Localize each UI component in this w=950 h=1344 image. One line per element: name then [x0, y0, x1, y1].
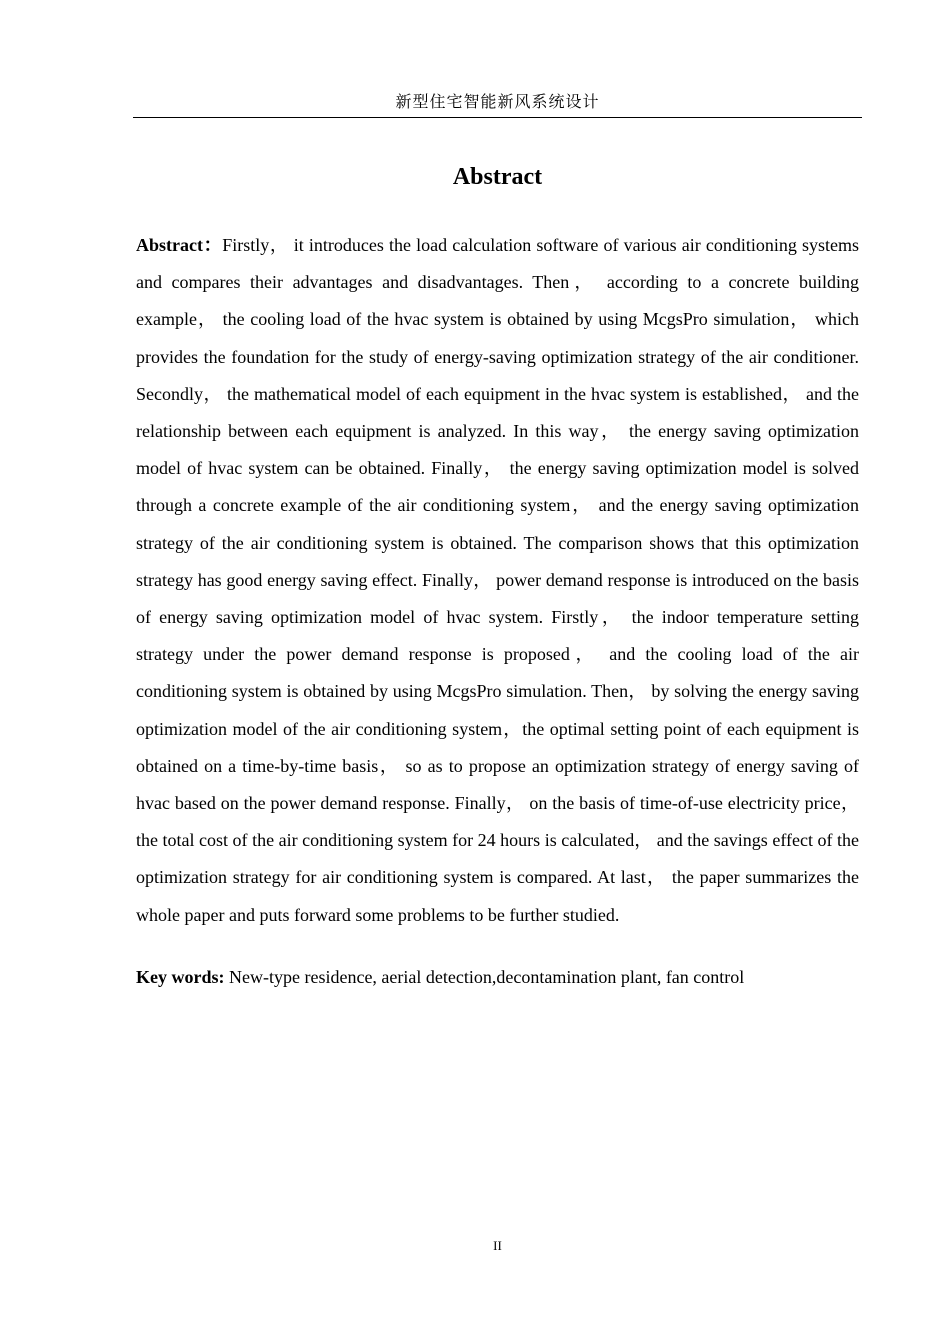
abstract-paragraph: [136, 227, 859, 934]
page-number: II: [493, 1238, 502, 1253]
abstract-text: Firstly， it introduces the load calculation software of various air conditioning systems and compares their advantages and disadvantages. Then， according to a concrete building example， the cooling load of the hvac system is obtained by using McgsPro simulation， which provides the foundation for the study of energy-saving optimization strategy of the air conditioner. Secondly， the mathematical model of each equipment in the hvac system is established， and the relationship between each equipment is analyzed. In this way， the energy saving optimization model of hvac system can be obtained. Finally， the energy saving optimization model is solved through a concrete example of the air conditioning system， and the energy saving optimization strategy of the air conditioning system is obtained. The comparison shows that this optimization strategy has good energy saving effect. Finally， power demand response is introduced on the basis of energy saving optimization model of hvac system. Firstly， the indoor temperature setting strategy under the power demand response is proposed， and the cooling load of the air conditioning system is obtained by using McgsPro simulation. Then， by solving the energy saving optimization model of the air conditioning system，the optimal setting point of each equipment is obtained on a time-by-time basis， so as to propose an optimization strategy of energy saving of hvac based on the power demand response. Finally， on the basis of time-of-use electricity price， the total cost of the air conditioning system for 24 hours is calculated， and the savings effect of the optimization strategy for air conditioning system is compared. At last， the paper summarizes the whole paper and puts forward some problems to be further studied.: [136, 235, 860, 925]
header-divider: [133, 117, 862, 118]
keywords-label: Key words:: [136, 967, 225, 987]
keywords-text: New-type residence, aerial detection,decontamination plant, fan control: [224, 967, 745, 987]
keywords-line: [136, 962, 859, 992]
running-header: 新型住宅智能新风系统设计: [395, 92, 600, 111]
abstract-label: Abstract：: [136, 235, 223, 255]
page-title: Abstract: [452, 164, 543, 191]
